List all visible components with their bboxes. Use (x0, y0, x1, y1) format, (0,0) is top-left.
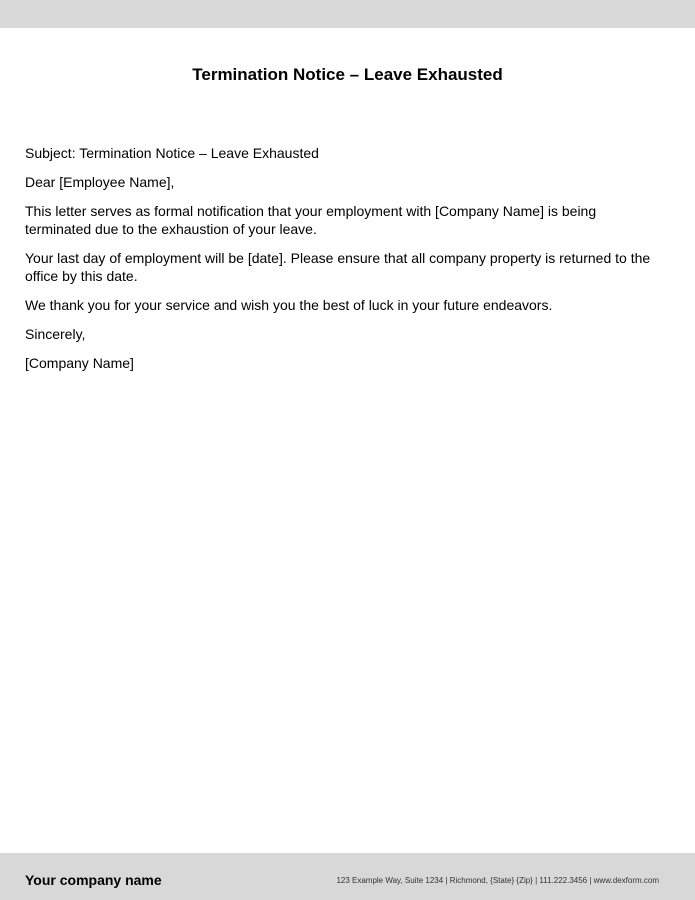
footer-contact-line: 123 Example Way, Suite 1234 | Richmond, {State} {Zip} | 111.222.3456 | www.dexform.com (336, 876, 659, 885)
body-paragraph-last-day: Your last day of employment will be [date]. Please ensure that all company property is returned to the office by this date. (25, 250, 651, 284)
signature: [Company Name] (25, 355, 134, 371)
closing: Sincerely, (25, 326, 86, 342)
body-paragraph-notification: This letter serves as formal notification that your employment with [Company Name] is being terminated due to the exhaustion of your leave. (25, 203, 597, 237)
footer-band (0, 853, 695, 900)
body-paragraph-thanks: We thank you for your service and wish you the best of luck in your future endeavors. (25, 297, 553, 313)
document-title: Termination Notice – Leave Exhausted (192, 65, 503, 84)
letter-body (25, 144, 655, 383)
header-band (0, 0, 695, 28)
footer-company-name: Your company name (25, 872, 162, 888)
salutation: Dear [Employee Name], (25, 174, 175, 190)
subject-line: Subject: Termination Notice – Leave Exhausted (25, 145, 319, 161)
